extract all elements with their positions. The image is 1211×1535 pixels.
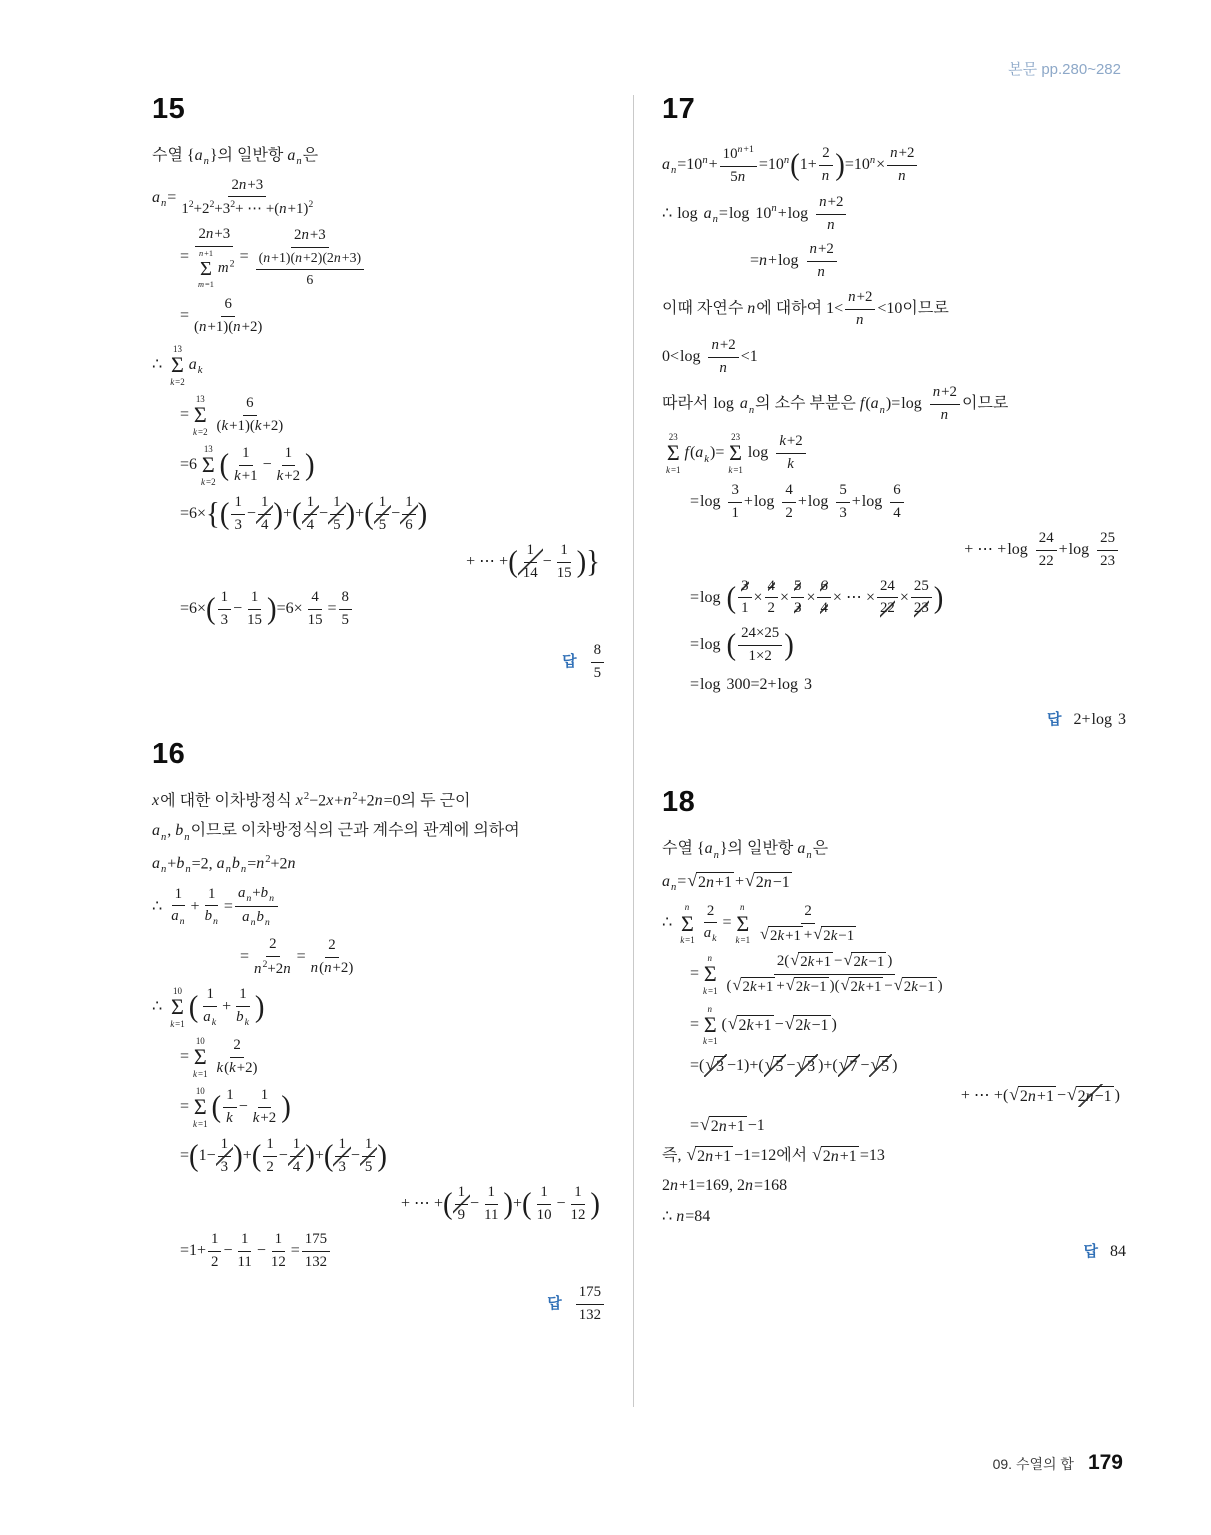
answer-line xyxy=(662,708,1132,731)
solution-line: 23 Σ k=1 $f(a_k)=$ 23 Σ k=1 log $\frac{k+2}{k}$ xyxy=(662,432,1132,475)
fraction: $\frac{3}{1}$ xyxy=(738,578,751,619)
radical: √ 2k+1 xyxy=(727,1012,772,1034)
open-paren: ( xyxy=(522,1186,532,1221)
solution-line: + ⋯ +log $\frac{24}{22}$ +log $\frac{25}{23}$ xyxy=(662,530,1132,571)
page-reference: 본문 pp.280~282 xyxy=(1008,61,1121,78)
summation: 23 Σ k=1 xyxy=(728,432,743,475)
fraction: $\frac{25}{23}$ xyxy=(911,578,932,619)
fraction: $\frac{1}{2}$ xyxy=(208,1231,221,1272)
solution-line: =n+log $\frac{n+2}{n}$ xyxy=(662,241,1132,282)
solution-line: =6×( $\frac{1}{3}$ − $\frac{1}{15}$ )=6× $\frac{4}{15}$ = $\frac{8}{5}$ xyxy=(152,589,612,630)
fraction: $\frac{1}{15}$ xyxy=(556,541,572,581)
fraction: $\frac{24\times 25}{1\times 2}$ xyxy=(738,625,782,666)
solution-line: =6×{( $\frac{1}{3}$ − $\frac{1}{4}$ )+( $\frac{1}{4}$ − $\frac{1}{5}$ )+( $\frac{1}{5}$ − $\frac{1}{6}$ ) xyxy=(180,494,428,533)
cancel-mark xyxy=(216,1136,233,1177)
open-paren: ( xyxy=(790,147,800,182)
sigma-symbol: Σ xyxy=(703,961,717,987)
summation: 10 Σ k=1 xyxy=(193,1085,208,1129)
fraction: $\frac{1}{k+1}$ xyxy=(234,445,258,484)
fraction: $\frac{1}{4}$ xyxy=(258,494,271,535)
cancel-mark xyxy=(328,494,345,535)
fraction: $\frac{1}{a_k}$ xyxy=(203,986,217,1028)
log-function: log xyxy=(700,493,721,511)
solution-line: = √ 2n+1 −1 xyxy=(690,1113,765,1135)
open-paren: ( xyxy=(219,448,230,482)
answer-line xyxy=(152,1284,612,1325)
summation: n Σ k=1 xyxy=(703,953,718,996)
cancel-mark xyxy=(333,1136,350,1177)
answer-value: 2+log 3 xyxy=(1073,711,1126,729)
solution-line: 0<log $\frac{n+2}{n}$ <1 xyxy=(662,336,758,376)
radical: √ 2n−1 xyxy=(745,869,790,891)
fraction: $\frac{24}{22}$ xyxy=(877,578,898,619)
fraction: $\frac{4}{2}$ xyxy=(782,482,795,523)
solution-line: ∴ 10 Σ k=1 ( $\frac{1}{a_k}$ + $\frac{1}{b_k}$ ) xyxy=(152,985,265,1029)
solution-line: = n Σ k=1 2( √ 2k+1 − √ 2k−1 ) ( √ 2k+1 + √ 2k−1 )( √ 2k+1 − √ 2k−1 ) xyxy=(662,952,1132,996)
problem-17 xyxy=(662,88,1132,731)
radical-symbol: √ xyxy=(1009,1083,1019,1104)
fraction: $\frac{n+2}{n}$ xyxy=(845,289,875,330)
solution-line: =( √ 3 −1)+( √ 5 − √ 3 )+( √ 7 − √ 5 ) xyxy=(662,1054,1132,1077)
radical: √ 5 xyxy=(870,1053,890,1075)
open-paren: ( xyxy=(251,1138,262,1173)
summation: 13 Σ k=2 xyxy=(170,343,185,387)
cancel-mark: 22 xyxy=(879,600,895,617)
fraction: $\frac{6}{(k+1)(k+2)}$ xyxy=(216,395,284,434)
radical: √ 2k+1 xyxy=(732,975,774,996)
solution-line: ∴ $\log a_n=\log$ $10^n+\log$ $\frac{n+2}{n}$ xyxy=(662,194,1132,235)
open-paren: ( xyxy=(219,496,230,531)
fraction: $\frac{1}{3}$ xyxy=(231,494,244,535)
log-function: log xyxy=(747,444,769,462)
fraction: $\frac{n+2}{n}$ xyxy=(816,194,846,235)
open-paren: ( xyxy=(211,1090,222,1125)
radical-symbol: √ xyxy=(764,1053,775,1074)
cancel-mark xyxy=(795,1054,818,1077)
solution-line: =log ( $\frac{24\times 25}{1\times 2}$ ) xyxy=(690,625,794,665)
solution-line: 즉, √ 2n+1 −1=12에서 √ 2n+1 =13 xyxy=(662,1144,885,1166)
log-function: log xyxy=(1007,540,1028,558)
answer-value xyxy=(589,642,606,681)
fraction: $\frac{1}{6}$ xyxy=(402,494,415,535)
radical: √ 2k−1 xyxy=(843,950,885,971)
fraction: 2( √ 2k+1 − √ 2k−1 ) ( √ 2k+1 + √ 2k−1 )( √ 2k+1 − √ 2k−1 ) xyxy=(726,950,943,996)
radical: √ 2k−1 xyxy=(785,975,827,996)
radical-symbol: √ xyxy=(796,1053,807,1074)
fraction: $\frac{3}{1}$ xyxy=(728,482,741,523)
solution-line: ∴ 13 Σ k=2 $a_k$ xyxy=(152,343,203,387)
section-title: 09. 수열의 합 xyxy=(992,1456,1074,1472)
cancel-mark xyxy=(400,494,417,535)
cancel-mark: 4 xyxy=(820,600,828,617)
radical: √ 7 xyxy=(838,1053,858,1075)
fraction: $\frac{24}{22}$ xyxy=(1036,530,1057,571)
fraction xyxy=(817,578,830,619)
radical: √ 3 xyxy=(796,1053,816,1075)
log-function: log xyxy=(1068,540,1090,558)
solution-line: 수열 $\{a_n\}$의 일반항 $a_n$은 xyxy=(662,840,829,861)
close-paren: ) xyxy=(305,448,315,482)
radical: √ 2k−1 xyxy=(813,923,855,944)
radical: √ 2k+1 xyxy=(790,950,832,971)
fraction: $\frac{1}{3}$ xyxy=(335,1136,348,1177)
log-function: log xyxy=(778,252,799,270)
right-column xyxy=(662,88,1132,1313)
cancel-mark xyxy=(764,1054,787,1077)
log-function: log xyxy=(677,204,698,222)
radical: √ 5 xyxy=(764,1053,784,1075)
sigma-symbol: Σ xyxy=(171,994,184,1020)
log-function: log xyxy=(728,204,750,222)
fraction: $\frac{n+2}{n}$ xyxy=(930,384,960,425)
fraction: $\frac{1}{k+2}$ xyxy=(276,445,301,484)
summation: 13 Σ k=2 xyxy=(193,393,208,437)
close-paren: ) xyxy=(305,1138,315,1173)
fraction: $\frac{1}{2}$ xyxy=(263,1136,276,1177)
solution-line: = 10 Σ k=1 ( $\frac{1}{k}$ − $\frac{1}{k+2}$ ) xyxy=(180,1085,291,1129)
radical-symbol: √ xyxy=(700,1113,710,1134)
cancel-mark xyxy=(256,494,273,535)
fraction: $\frac{1}{5}$ xyxy=(330,494,343,535)
solution-line: $a_n+b_n=2$, $a_nb_n=n^2+2n$ xyxy=(152,853,296,876)
fraction: $\frac{25}{23}$ xyxy=(1097,530,1118,571)
fraction: $\frac{1}{12}$ xyxy=(270,1231,286,1271)
close-paren: ) xyxy=(933,580,944,615)
fraction: $\frac{4}{15}$ xyxy=(307,589,323,629)
fraction: $\frac{1}{3}$ xyxy=(218,1136,231,1177)
fraction: $\frac{2}{k(k+2)}$ xyxy=(216,1037,258,1076)
solution-line: 수열 $\{a_n\}$의 일반항 $a_n$은 xyxy=(152,147,319,168)
radical-symbol: √ xyxy=(813,923,823,943)
problem-18 xyxy=(662,781,1132,1263)
answer-line xyxy=(662,1240,1132,1263)
fraction: $\frac{1}{k}$ xyxy=(223,1087,237,1128)
radical-symbol: √ xyxy=(790,950,800,970)
solution-line: =(1− $\frac{1}{3}$ )+( $\frac{1}{2}$ − $\frac{1}{4}$ )+( $\frac{1}{3}$ − $\frac{1}{5}$ ) xyxy=(180,1136,387,1175)
solution-line: =1+ $\frac{1}{2}$ − $\frac{1}{11}$ − $\frac{1}{12}$ = $\frac{175}{132}$ xyxy=(152,1231,612,1272)
solution-line: 이때 자연수 n에 대하여 1< $\frac{n+2}{n}$ <10이므로 xyxy=(662,289,949,328)
open-brace: { xyxy=(206,496,220,531)
cancel-mark xyxy=(288,1136,305,1177)
open-paren: ( xyxy=(188,989,199,1024)
summation: n Σ k=1 xyxy=(703,1003,718,1047)
close-paren: ) xyxy=(254,989,265,1024)
sigma-symbol: Σ xyxy=(681,910,694,936)
solution-line: =log $\frac{3}{1}$ +log $\frac{4}{2}$ +log $\frac{5}{3}$ +log $\frac{6}{4}$ xyxy=(662,482,1132,523)
fraction: $\frac{2}{n^2+2n}$ xyxy=(254,936,291,977)
radical-symbol: √ xyxy=(843,950,853,970)
log-function: log xyxy=(700,588,721,606)
fraction: $\frac{8}{5}$ xyxy=(591,642,604,683)
radical-symbol: √ xyxy=(784,1012,795,1033)
fraction: 2n+3 n+1 Σ m=1 $m^2$ xyxy=(191,226,238,289)
log-function: log xyxy=(777,675,798,693)
sigma-symbol: Σ xyxy=(171,352,184,378)
fraction: $\frac{2n+3}{\frac{(n+1)(n+2)(2n+3)}{6}}$ xyxy=(251,227,369,288)
cancel-mark xyxy=(374,494,391,535)
fraction: $\frac{1}{5}$ xyxy=(376,494,389,535)
radical: √ 2k−1 xyxy=(893,975,935,996)
radical: √ 2k−1 xyxy=(784,1012,829,1034)
answer-badge: 답 xyxy=(1047,711,1062,729)
close-paren: ) xyxy=(835,147,845,182)
fraction: 2 √ 2k+1 + √ 2k−1 xyxy=(760,902,855,944)
fraction: $\frac{n+2}{n}$ xyxy=(708,337,738,378)
problem-number: 17 xyxy=(662,93,696,125)
fraction: $\frac{1}{k+2}$ xyxy=(252,1087,277,1126)
fraction: $\frac{1}{4}$ xyxy=(304,494,317,535)
cancel-mark: 23 xyxy=(913,600,929,617)
fraction: $\frac{(n+1)(n+2)(2n+3)}{6}$ xyxy=(256,250,364,288)
summation: n Σ k=1 xyxy=(680,902,695,946)
solution-line: = n Σ k=1 ( √ 2k+1 − √ 2k−1 ) xyxy=(690,1003,837,1047)
summation: n+1 Σ m=1 xyxy=(198,249,214,289)
open-paren: ( xyxy=(726,580,737,615)
log-function: log xyxy=(861,493,883,511)
solution-line: ∴ n=84 xyxy=(662,1207,711,1225)
fraction: $\frac{a_n+b_n}{a_nb_n}$ xyxy=(235,885,278,930)
fraction xyxy=(791,578,804,619)
problem-number: 18 xyxy=(662,786,696,819)
fraction: $\frac{1}{10}$ xyxy=(536,1183,552,1223)
close-paren: ) xyxy=(590,1186,600,1221)
open-paren: ( xyxy=(189,1138,199,1173)
solution-line: $a_n=$ $\frac{2n+3}{1^2+2^2+3^2+ \cdots +(n+1)^2}$ xyxy=(152,177,612,220)
radical-symbol: √ xyxy=(760,923,770,943)
radical: √ 2k+1 xyxy=(840,975,882,996)
radical-symbol: √ xyxy=(686,1144,697,1165)
fraction: $\frac{1}{b_n}$ xyxy=(204,885,218,928)
answer-value: 84 xyxy=(1110,1242,1126,1260)
fraction: $\frac{4}{2}$ xyxy=(765,578,778,619)
fraction: $\frac{5}{3}$ xyxy=(836,482,849,523)
radical-symbol: √ xyxy=(687,869,697,890)
problem-15 xyxy=(152,88,612,683)
radical-symbol: √ xyxy=(840,975,850,995)
problem-16 xyxy=(152,733,612,1325)
solution-line: $a_n=10^n+$ $\frac{10^{n+1}}{5n}$ $=10^n(1+$ $\frac{2}{n}$ )$=10^n\times$ $\frac{n+2}{n}$ xyxy=(662,144,1132,187)
close-paren: ) xyxy=(233,1138,243,1173)
fraction: $\frac{1}{11}$ xyxy=(237,1231,252,1271)
radical: √ 2n+1 xyxy=(700,1113,745,1135)
fraction: $\frac{2}{a_k}$ xyxy=(703,902,717,945)
cancel-mark: 5 xyxy=(794,577,802,594)
close-paren: ) xyxy=(784,628,794,663)
answer-badge: 답 xyxy=(1083,1242,1098,1260)
sigma-symbol: Σ xyxy=(201,452,215,478)
log-function: log xyxy=(700,636,721,654)
solution-line: + ⋯ +( √ 2n+1 − √ 2n−1 ) xyxy=(662,1084,1132,1107)
solution-line: = $\frac{2}{n^2+2n}$ = $\frac{2}{n(n+2)}$ xyxy=(152,936,612,979)
close-paren: ) xyxy=(377,1138,387,1173)
solution-line: 2n+1=169, 2n=168 xyxy=(662,1177,788,1195)
open-paren: ( xyxy=(508,544,518,579)
fraction: $\frac{k+2}{k}$ xyxy=(776,433,805,474)
solution-line: = 13 Σ k=2 $\frac{6}{(k+1)(k+2)}$ xyxy=(152,394,612,437)
cancel-mark xyxy=(453,1184,470,1225)
radical-symbol: √ xyxy=(838,1053,849,1074)
open-paren: ( xyxy=(292,496,302,531)
summation: n Σ k=1 xyxy=(735,902,751,946)
solution-line: 따라서 $\log a_n$의 소수 부분은 $f(a_n)=\log$ $\frac{n+2}{n}$ 이므로 xyxy=(662,384,1009,424)
sigma-symbol: Σ xyxy=(703,1011,717,1037)
cancel-mark xyxy=(704,1054,727,1077)
problem-number: 15 xyxy=(152,93,186,125)
sigma-symbol: Σ xyxy=(736,910,750,936)
close-paren: ) xyxy=(503,1186,513,1221)
fraction: $\frac{8}{5}$ xyxy=(339,589,352,630)
answer-badge: 답 xyxy=(562,653,577,671)
summation: 10 Σ k=1 xyxy=(193,1035,208,1079)
close-brace: } xyxy=(586,544,600,579)
radical-symbol: √ xyxy=(893,975,903,995)
log-function: log xyxy=(1091,711,1112,729)
radical-symbol: √ xyxy=(745,869,755,890)
open-paren: ( xyxy=(726,628,737,663)
solution-line: ∴ $\frac{1}{a_n}$ + $\frac{1}{b_n}$ = $\frac{a_n+b_n}{a_nb_n}$ xyxy=(152,885,612,930)
fraction: $\frac{175}{132}$ xyxy=(302,1231,330,1272)
radical-symbol: √ xyxy=(705,1053,716,1074)
column-divider xyxy=(633,95,634,1407)
radical-symbol: √ xyxy=(870,1053,881,1074)
sigma-symbol: Σ xyxy=(193,1094,207,1120)
radical: √ 3 xyxy=(705,1053,725,1075)
close-paren: ) xyxy=(266,592,277,627)
fraction: $\frac{10^{n+1}}{5n}$ xyxy=(720,144,757,187)
open-paren: ( xyxy=(443,1186,453,1221)
open-paren: ( xyxy=(323,1138,334,1173)
close-paren: ) xyxy=(576,544,587,579)
log-function: log xyxy=(700,675,721,693)
cancel-mark xyxy=(869,1054,892,1077)
fraction: $\frac{1}{b_k}$ xyxy=(236,986,249,1028)
solution-line: $a_n$, $b_n$이므로 이차방정식의 근과 계수의 관계에 의하여 xyxy=(152,822,520,843)
fraction: $\frac{1}{12}$ xyxy=(570,1183,586,1223)
cancel-mark xyxy=(302,494,319,535)
cancel-mark xyxy=(518,542,543,583)
radical: √ 2k+1 xyxy=(760,923,801,944)
radical-symbol: √ xyxy=(785,975,795,995)
fraction: $\frac{n+2}{n}$ xyxy=(887,145,917,186)
fraction: $\frac{1}{5}$ xyxy=(362,1136,375,1177)
sigma-symbol: Σ xyxy=(193,1044,207,1070)
fraction: $\frac{1}{a_n}$ xyxy=(171,885,185,928)
solution-line: = 10 Σ k=1 $\frac{2}{k(k+2)}$ xyxy=(152,1036,612,1079)
radical-symbol: √ xyxy=(732,975,742,995)
sigma-symbol: Σ xyxy=(200,257,212,280)
radical-symbol: √ xyxy=(812,1144,822,1165)
fraction: $\frac{2n+3}{1^2+2^2+3^2+ \cdots +(n+1)^2}$ xyxy=(181,176,314,218)
summation: 23 Σ k=1 xyxy=(666,432,681,475)
solution-line: $a_n=$ √ 2n+1 + √ 2n−1 xyxy=(662,869,790,894)
cancel-mark xyxy=(1066,1084,1115,1107)
answer-badge: 답 xyxy=(547,1295,562,1313)
radical: √ 2n+1 xyxy=(812,1144,857,1166)
log-function: log xyxy=(807,493,829,511)
close-paren: ) xyxy=(345,496,356,531)
solution-line: + ⋯ +( $\frac{1}{9}$ − $\frac{1}{11}$ )+( $\frac{1}{10}$ − $\frac{1}{12}$ ) xyxy=(400,1183,600,1223)
solution-line: =log 300=2+log 3 xyxy=(690,675,812,693)
sigma-symbol: Σ xyxy=(729,440,743,466)
solution-line: =log ( $\frac{3}{1}$ × $\frac{4}{2}$ × $\frac{5}{3}$ × $\frac{6}{4}$ × ⋯ × $\frac{24}{22}$ × $\frac{25}{23}$ ) xyxy=(690,577,944,617)
summation: 13 Σ k=2 xyxy=(201,443,216,487)
fraction: $\frac{1}{11}$ xyxy=(484,1183,499,1223)
log-function: log xyxy=(901,395,922,413)
close-paren: ) xyxy=(273,496,283,531)
left-column xyxy=(152,88,612,1375)
radical-symbol: √ xyxy=(727,1012,738,1033)
cancel-mark: 3 xyxy=(794,600,802,617)
radical: √ 2n−1 xyxy=(1066,1083,1112,1105)
cancel-mark: 6 xyxy=(820,577,828,594)
fraction: $\frac{1}{4}$ xyxy=(290,1136,303,1177)
fraction: $\frac{1}{3}$ xyxy=(218,589,231,630)
log-function: log xyxy=(753,493,775,511)
fraction: $\frac{6}{(n+1)(n+2)}$ xyxy=(194,296,263,335)
solution-line: =6 13 Σ k=2 ( $\frac{1}{k+1}$ − $\frac{1}{k+2}$ ) xyxy=(180,443,315,487)
solution-line: ∴ n Σ k=1 $\frac{2}{a_k}$ = n Σ k=1 2 √ 2k+1 + √ 2k−1 xyxy=(662,902,1132,945)
cancel-mark: 4 xyxy=(767,577,775,594)
log-function: log xyxy=(713,395,734,413)
solution-line: + ⋯ +( $\frac{1}{14}$ − $\frac{1}{15}$ )} xyxy=(466,541,600,581)
answer-value xyxy=(574,1284,606,1323)
radical: √ 2n+1 xyxy=(686,1144,732,1166)
radical-symbol: √ xyxy=(1066,1083,1077,1104)
summation: 10 Σ k=1 xyxy=(170,985,185,1029)
cancel-mark xyxy=(838,1054,861,1077)
sigma-symbol: Σ xyxy=(666,440,680,466)
solution-line: = $\frac{6}{(n+1)(n+2)}$ xyxy=(152,296,612,337)
solution-line: x에 대한 이차방정식 $x^2-2x+n^2+2n=0$의 두 근이 xyxy=(152,790,471,810)
cancel-mark xyxy=(360,1136,377,1177)
log-function: log xyxy=(680,347,701,365)
open-paren: ( xyxy=(206,592,216,627)
solution-line: = 2n+3 n+1 Σ m=1 $m^2$ = $\frac{2n+3}{\frac{(n+1)(n+2)(2n+3)}{6}}$ xyxy=(152,226,612,289)
fraction: $\frac{175}{132}$ xyxy=(576,1284,604,1325)
sigma-symbol: Σ xyxy=(193,402,207,428)
log-function: log xyxy=(787,204,809,222)
close-paren: ) xyxy=(281,1090,291,1125)
fraction: $\frac{n+2}{n}$ xyxy=(807,241,837,282)
fraction: $\frac{2}{n}$ xyxy=(819,145,833,186)
open-paren: ( xyxy=(364,496,374,531)
radical: √ 2n+1 xyxy=(687,869,732,891)
fraction: $\frac{6}{4}$ xyxy=(890,482,903,523)
page-number: 179 xyxy=(1087,1451,1123,1474)
fraction: $\frac{2}{n(n+2)}$ xyxy=(310,937,354,976)
page-footer xyxy=(993,1451,1123,1475)
problem-number: 16 xyxy=(152,737,186,770)
fraction: $\frac{1}{14}$ xyxy=(522,541,538,581)
fraction: $\frac{1}{15}$ xyxy=(247,589,262,629)
radical: √ 2n+1 xyxy=(1009,1083,1054,1105)
close-paren: ) xyxy=(417,496,428,531)
fraction: $\frac{1}{9}$ xyxy=(455,1184,468,1225)
answer-line xyxy=(152,642,612,683)
cancel-mark: 3 xyxy=(741,577,749,594)
